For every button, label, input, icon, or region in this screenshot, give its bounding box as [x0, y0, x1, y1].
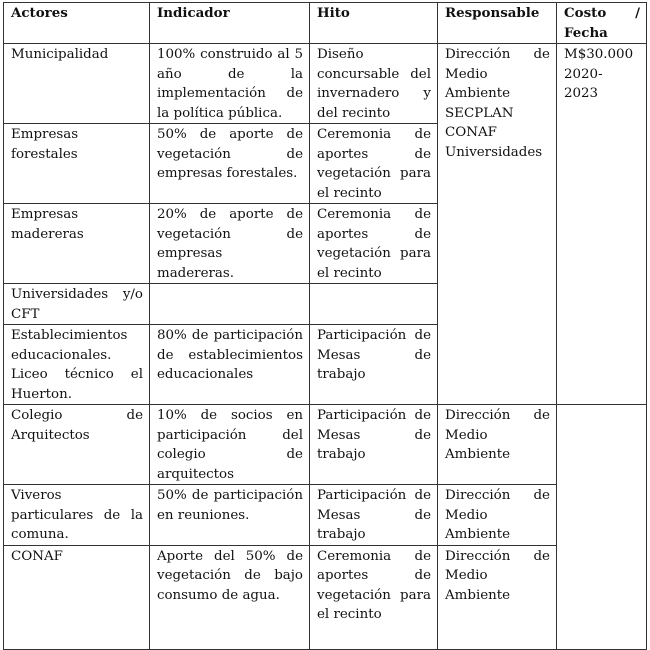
responsable-cell: Dirección de Medio Ambiente SECPLAN CONAF Universidades	[438, 44, 557, 405]
actor-cell: Viveros particulares de la comuna.	[4, 485, 150, 546]
hito-cell: Participación de Mesas de trabajo	[310, 405, 438, 485]
responsable-cell: Dirección de Medio Ambiente	[438, 545, 557, 649]
indicador-cell: 100% construido al 5 año de la implementación de la política pública.	[150, 44, 310, 124]
responsable-cell: Dirección de Medio Ambiente	[438, 405, 557, 485]
hito-cell: Participación de Mesas de trabajo	[310, 485, 438, 546]
hito-cell: Ceremonia de aportes de vegetación para el recinto	[310, 204, 438, 284]
actor-cell: Empresas forestales	[4, 124, 150, 204]
table-row	[4, 485, 647, 546]
costo-cell: M$30.000 2020- 2023	[557, 44, 647, 405]
indicador-cell	[150, 284, 310, 325]
hito-cell	[310, 284, 438, 325]
table-row	[4, 405, 647, 485]
indicador-cell: 50% de participación en reuniones.	[150, 485, 310, 546]
hito-cell: Ceremonia de aportes de vegetación para el recinto	[310, 124, 438, 204]
actors-table	[3, 2, 647, 650]
header-responsable: Responsable	[438, 3, 557, 44]
table-row	[4, 545, 647, 649]
indicador-cell: 20% de aporte de vegetación de empresas madereras.	[150, 204, 310, 284]
actor-cell: Establecimientos educacionales. Liceo técnico el Huerton.	[4, 325, 150, 405]
responsable-cell: Dirección de Medio Ambiente	[438, 485, 557, 546]
costo-cell-empty	[557, 405, 647, 650]
actor-cell: Empresas madereras	[4, 204, 150, 284]
table-row	[4, 44, 647, 124]
hito-cell: Ceremonia de aportes de vegetación para el recinto	[310, 545, 438, 649]
actor-cell: Municipalidad	[4, 44, 150, 124]
indicador-cell: 50% de aporte de vegetación de empresas forestales.	[150, 124, 310, 204]
header-row	[4, 3, 647, 44]
hito-cell: Participación de Mesas de trabajo	[310, 325, 438, 405]
indicador-cell: 10% de socios en participación del colegio de arquitectos	[150, 405, 310, 485]
header-hito: Hito	[310, 3, 438, 44]
header-indicador: Indicador	[150, 3, 310, 44]
indicador-cell: 80% de participación de establecimientos educacionales	[150, 325, 310, 405]
indicador-cell: Aporte del 50% de vegetación de bajo consumo de agua.	[150, 545, 310, 649]
actor-cell: CONAF	[4, 545, 150, 649]
header-costo-fecha: Costo / Fecha	[557, 3, 647, 44]
actor-cell: Colegio de Arquitectos	[4, 405, 150, 485]
hito-cell: Diseño concursable del invernadero y del recinto	[310, 44, 438, 124]
header-actores: Actores	[4, 3, 150, 44]
actor-cell: Universidades y/o CFT	[4, 284, 150, 325]
